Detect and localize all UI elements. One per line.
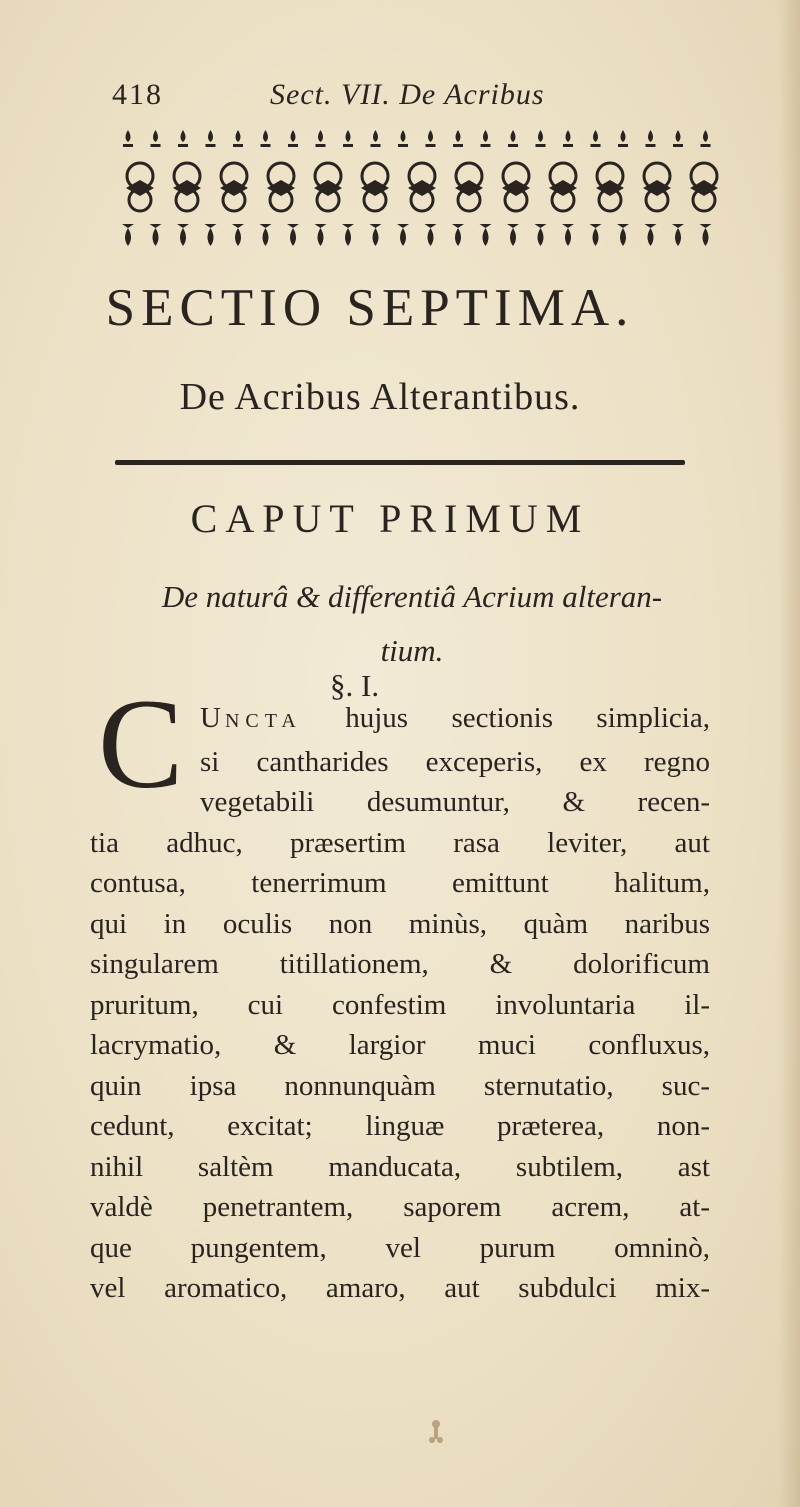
- fleuron-top: [453, 130, 463, 147]
- fleuron-top: [178, 130, 188, 147]
- fleuron-bottom: [590, 224, 602, 246]
- page-number: 418: [112, 78, 163, 111]
- fleuron-bottom: [370, 224, 382, 246]
- fleuron-top: [508, 130, 518, 147]
- text-line: U NCTA hujus sectionis simplicia,: [200, 702, 710, 734]
- fleuron-bottom: [397, 224, 409, 246]
- drop-cap: C: [98, 673, 184, 815]
- text-line: si cantharides exceperis, ex regno: [200, 745, 710, 778]
- fleuron-top: [673, 130, 683, 147]
- fleuron-top: [426, 130, 436, 147]
- running-head: Sect. VII. De Acribus: [270, 78, 545, 111]
- text-line: pruritum, cui confestim involuntaria il-: [90, 988, 710, 1021]
- fleuron-top: [563, 130, 573, 147]
- fleuron-bottom: [150, 224, 162, 246]
- text-line: singularem titillationem, & dolorificum: [90, 948, 710, 980]
- fleuron-top: [261, 130, 271, 147]
- text-line: tia adhuc, præsertim rasa leviter, aut: [90, 826, 710, 859]
- text-line: lacrymatio, & largior muci confluxus,: [90, 1029, 710, 1061]
- chapter-subtitle: [112, 570, 712, 678]
- fleuron-top: [701, 130, 711, 147]
- fleuron-top: [206, 130, 216, 147]
- section-title: SECTIO SEPTIMA.: [105, 279, 635, 337]
- chapter-title: CAPUT PRIMUM: [190, 496, 590, 541]
- fleuron-bottom: [287, 224, 299, 246]
- fleuron-bottom: [232, 224, 244, 246]
- fleuron-bottom: [672, 224, 684, 246]
- fleuron-top: [123, 130, 133, 147]
- text-line: vegetabili desumuntur, & recen-: [200, 786, 710, 818]
- text-line: qui in oculis non minùs, quàm naribus: [90, 907, 710, 940]
- fleuron-bottom: [480, 224, 492, 246]
- section-subtitle: De Acribus Alterantibus.: [179, 376, 581, 418]
- horizontal-rule: [115, 460, 685, 465]
- fleuron-bottom: [342, 224, 354, 246]
- fleuron-bottom: [617, 224, 629, 246]
- fleuron-bottom: [122, 224, 134, 246]
- fleuron-top: [288, 130, 298, 147]
- fleuron-bottom: [535, 224, 547, 246]
- fleuron-ornament-band: [118, 126, 724, 256]
- fleuron-bottom: [700, 224, 712, 246]
- fleuron-top: [591, 130, 601, 147]
- text-line: valdè penetrantem, saporem acrem, at-: [90, 1191, 710, 1223]
- chapter-subtitle-line-2: tium.: [380, 633, 444, 668]
- fleuron-bottom: [452, 224, 464, 246]
- fleuron-bottom: [260, 224, 272, 246]
- text-line: contusa, tenerrimum emittunt halitum,: [90, 867, 710, 899]
- fleuron-bottom: [507, 224, 519, 246]
- fleuron-bottom: [425, 224, 437, 246]
- fleuron-top: [151, 130, 161, 147]
- page-edge-shadow: [778, 0, 800, 1507]
- text-line: cedunt, excitat; linguæ præterea, non-: [90, 1110, 710, 1142]
- fleuron-top: [646, 130, 656, 147]
- fleuron-bottom: [562, 224, 574, 246]
- fleuron-top: [481, 130, 491, 147]
- fleuron-top: [618, 130, 628, 147]
- text-line: quin ipsa nonnunquàm sternutatio, suc-: [90, 1069, 710, 1102]
- fleuron-top: [371, 130, 381, 147]
- fleuron-bottom: [645, 224, 657, 246]
- body-text: [90, 698, 710, 1309]
- text-line: nihil saltèm manducata, subtilem, ast: [90, 1150, 710, 1183]
- fleuron-top: [316, 130, 326, 147]
- chapter-subtitle-line-1: De naturâ & differentiâ Acrium alteran-: [161, 579, 663, 614]
- fleuron-top: [398, 130, 408, 147]
- text-line: que pungentem, vel purum omninò,: [90, 1231, 710, 1264]
- fleuron-top: [233, 130, 243, 147]
- printer-ornament-mark: [426, 1418, 446, 1446]
- fleuron-bottom: [177, 224, 189, 246]
- page-header: [112, 78, 632, 118]
- text-line: vel aromatico, amaro, aut subdulci mix-: [90, 1272, 710, 1304]
- fleuron-top: [343, 130, 353, 147]
- fleuron-bottom: [205, 224, 217, 246]
- fleuron-top: [536, 130, 546, 147]
- paragraph-mark: §. I.: [330, 668, 380, 703]
- fleuron-bottom: [315, 224, 327, 246]
